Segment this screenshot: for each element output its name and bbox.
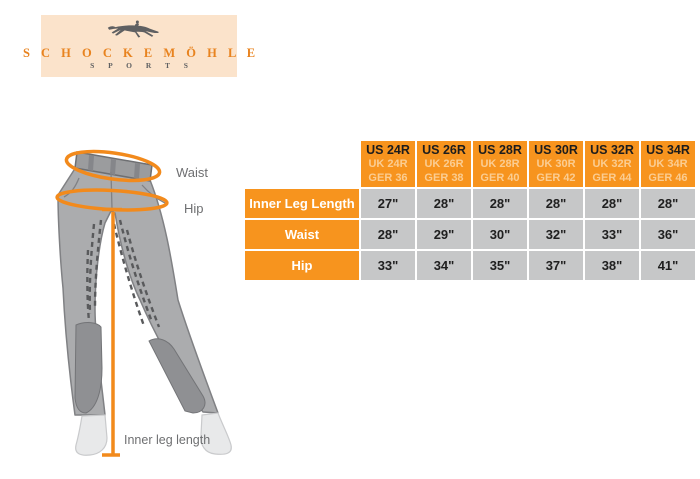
value-cell: 28" <box>361 220 415 249</box>
value-cell: 28" <box>585 189 639 218</box>
value-cell: 34" <box>417 251 471 280</box>
table-corner <box>245 141 359 187</box>
horse-rider-icon <box>103 20 175 46</box>
waist-label: Waist <box>176 165 209 180</box>
row-label-inner-leg-length: Inner Leg Length <box>245 189 359 218</box>
left-sock <box>76 415 107 455</box>
value-cell: 28" <box>473 189 527 218</box>
value-cell: 29" <box>417 220 471 249</box>
size-column-us24r: US 24R UK 24R GER 36 <box>361 141 415 187</box>
value-cell: 28" <box>641 189 695 218</box>
size-column-us32r: US 32R UK 32R GER 44 <box>585 141 639 187</box>
value-cell: 27" <box>361 189 415 218</box>
size-column-us28r: US 28R UK 28R GER 40 <box>473 141 527 187</box>
value-cell: 32" <box>529 220 583 249</box>
brand-name: S C H O C K E M Ö H L E <box>22 46 260 60</box>
value-cell: 41" <box>641 251 695 280</box>
row-label-waist: Waist <box>245 220 359 249</box>
value-cell: 30" <box>473 220 527 249</box>
size-column-us30r: US 30R UK 30R GER 42 <box>529 141 583 187</box>
value-cell: 38" <box>585 251 639 280</box>
value-cell: 35" <box>473 251 527 280</box>
size-column-us26r: US 26R UK 26R GER 38 <box>417 141 471 187</box>
value-cell: 28" <box>417 189 471 218</box>
brand-subtitle: S P O R T S <box>90 61 194 70</box>
value-cell: 36" <box>641 220 695 249</box>
size-table <box>245 141 695 280</box>
hip-label: Hip <box>184 201 204 216</box>
inner-leg-length-label: Inner leg length <box>124 433 211 447</box>
row-label-hip: Hip <box>245 251 359 280</box>
brand-logo <box>22 15 260 77</box>
value-cell: 33" <box>361 251 415 280</box>
value-cell: 28" <box>529 189 583 218</box>
value-cell: 33" <box>585 220 639 249</box>
value-cell: 37" <box>529 251 583 280</box>
breeches-diagram <box>45 128 245 463</box>
size-column-us34r: US 34R UK 34R GER 46 <box>641 141 695 187</box>
